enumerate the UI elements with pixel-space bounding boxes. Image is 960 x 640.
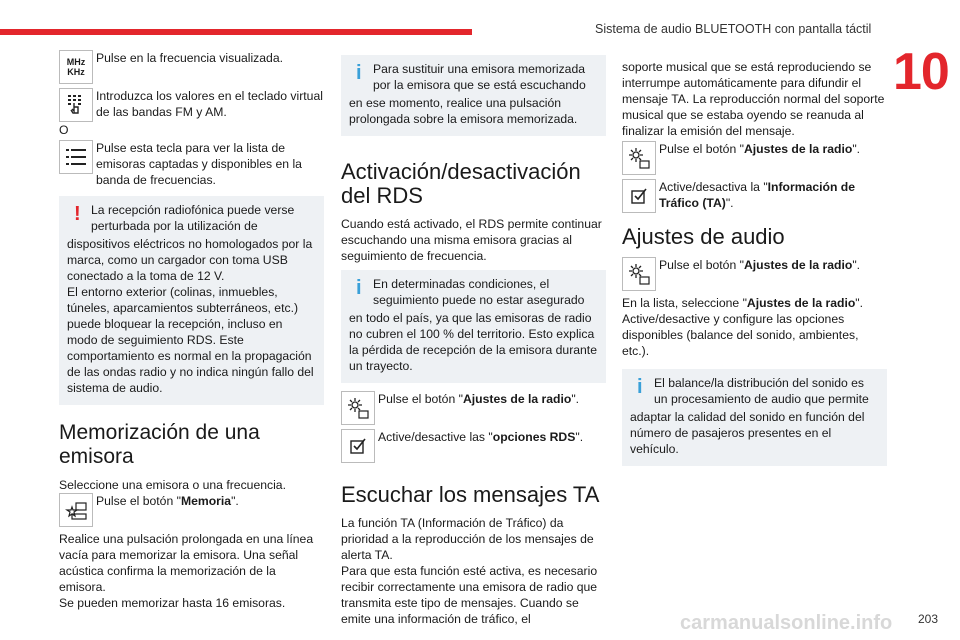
audio-settings-text: Pulse el botón "Ajustes de la radio". [659,258,861,272]
info-icon: i [356,277,362,299]
info3-first: El balance/la distribución del sonido es un procesamiento de audio que permite [654,376,869,406]
radio-settings-text: Pulse el botón "Ajustes de la radio". [378,392,580,406]
rds-options-text: Active/desactive las "opciones RDS". [378,430,584,444]
heading-ta: Escuchar los mensajes TA [341,482,600,507]
memory-row [59,493,324,527]
info-box-1 [341,55,606,136]
or-text: O [59,123,69,137]
memory-star-icon [59,493,93,527]
column-3 [622,50,887,474]
heading-rds: Activación/desactivación del RDS [341,159,581,208]
memorize-text: Realice una pulsación prolongada en una línea vacía para memorizar la emisora. Una señal acústica confirma la memorización de la emisora. Se pueden memorizar hasta 16 emisoras. [59,532,314,610]
warning-first: La recepción radiofónica puede verse perturbada por la utilización de [91,203,295,233]
list-text: Pulse esta tecla para ver la lista de emisoras captadas y disponibles en la banda de frecuencias. [96,141,302,187]
page-header: Sistema de audio BLUETOOTH con pantalla táctil [595,22,872,36]
radio-settings-row-2 [622,141,887,175]
header-accent-bar [0,29,472,35]
column-2 [341,50,606,629]
keypad-text: Introduzca los valores en el teclado virtual de las bandas FM y AM. [96,89,323,119]
info2-rest: en todo el país, ya que las emisoras de radio no cubren el 100 % del territorio. Esto explica la pérdida de recepción de la emisora durante un trayecto. [349,311,597,373]
settings-gear-icon [622,257,656,291]
mhz-khz-icon: MHz KHz [59,50,93,84]
rds-text: Cuando está activado, el RDS permite continuar escuchando una misma emisora gracias al seguimiento de frecuencia. [341,217,602,263]
settings-gear-icon [622,141,656,175]
keypad-touch-icon [59,88,93,122]
station-list-icon [59,140,93,174]
ta-continued-text: soporte musical que se está reproduciendo se interrumpe automáticamente para difundir el mensaje TA. La reproducción normal del soporte musical que se estaba oyendo se reanuda al finalizar la emisión del mensaje. [622,60,885,138]
list-row [59,140,324,188]
ta-option-row [622,179,887,213]
audio-settings-row [622,257,887,291]
heading-audio: Ajustes de audio [622,224,785,249]
warning-rest: dispositivos eléctricos no homologados por la marca, como un cargador con toma USB conectado a la toma de 12 V. El entorno exterior (colinas, inmuebles, túneles, aparcamientos subterráneos, etc.) puede bloquear la recepción, incluso en modo de seguimiento RDS. Este comportamiento es normal en la propagación de las ondas radio y no indica ningún fallo del sistema de audio. [67,237,314,395]
info1-rest: en ese momento, realice una pulsación prolongada sobre la emisora memorizada. [349,96,578,126]
checkbox-icon [341,429,375,463]
freq-row [59,50,324,84]
settings-gear-icon [341,391,375,425]
warning-box [59,196,324,405]
info-box-3 [622,369,887,466]
memory-text: Pulse el botón "Memoria". [96,494,239,508]
info-box-2 [341,270,606,383]
rds-options-row [341,429,606,463]
info1-first: Para sustituir una emisora memorizada por la emisora que se está escuchando [373,62,586,92]
radio-settings-text: Pulse el botón "Ajustes de la radio". [659,142,861,156]
column-1 [59,50,324,613]
watermark: carmanualsonline.info [680,612,893,634]
heading-memorize: Memorización de una emisora [59,421,260,468]
warning-icon: ! [74,203,81,225]
keypad-row [59,88,324,122]
audio-list-text: En la lista, seleccione "Ajustes de la radio". Active/desactive y configure las opciones disponibles (balance del sonido, ambientes, etc.). [622,296,864,358]
chapter-number: 10 [893,43,949,101]
page-number: 203 [918,612,939,626]
ta-text: La función TA (Información de Tráfico) da prioridad a la reproducción de los mensajes de alerta TA. Para que esta función esté activa, es necesario recibir correctamente una emisora de radio que transmita este tipo de mensajes. Cuando se emite una información de tráfico, el [341,516,598,626]
checkbox-icon [622,179,656,213]
radio-settings-row [341,391,606,425]
info2-first: En determinadas condiciones, el seguimiento puede no estar asegurado [373,277,585,307]
memorize-intro: Seleccione una emisora o una frecuencia. [59,478,286,492]
info-icon: i [356,62,362,84]
info-icon: i [637,376,643,398]
info3-rest: adaptar la calidad del sonido en función del número de pasajeros presentes en el vehículo. [630,410,865,456]
freq-text: Pulse en la frecuencia visualizada. [96,51,283,65]
ta-option-text: Active/desactiva la "Información de Tráfico (TA)". [659,180,856,210]
